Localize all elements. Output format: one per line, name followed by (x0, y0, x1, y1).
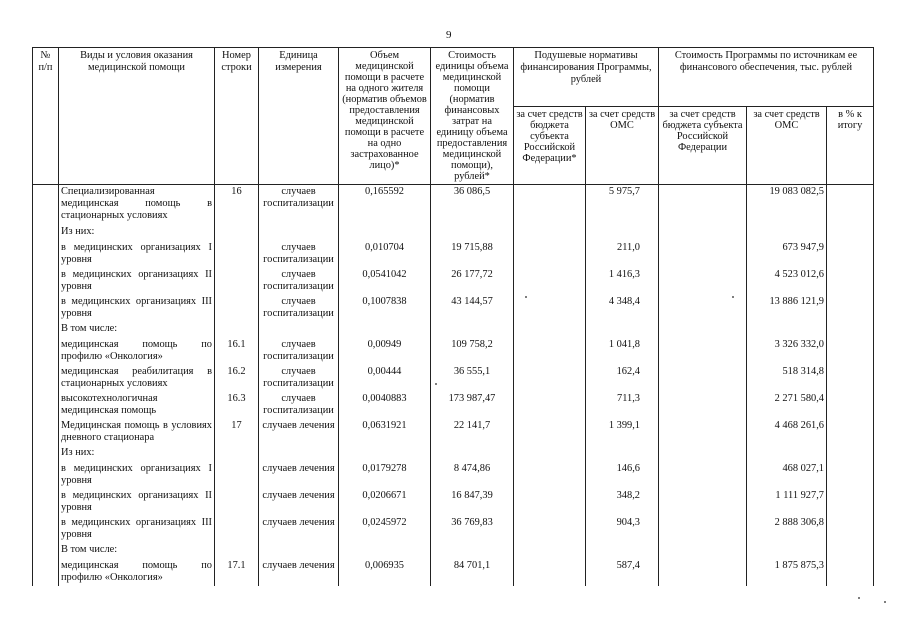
row-prog-pct (827, 365, 874, 392)
row-num (33, 392, 59, 419)
row-volume: 0,0179278 (339, 462, 431, 489)
row-prog-oms (747, 225, 827, 241)
row-prog-pct (827, 392, 874, 419)
row-line (215, 268, 259, 295)
table-row (33, 392, 874, 419)
header-unit: Единица измерения (259, 48, 339, 185)
row-line: 16 (215, 185, 259, 225)
row-pc-oms (586, 322, 659, 338)
header-program-oms: за счет средств ОМС (747, 107, 827, 185)
row-pc-budget (514, 268, 586, 295)
row-prog-budget (659, 446, 747, 462)
row-pc-oms: 1 041,8 (586, 338, 659, 365)
row-volume (339, 225, 431, 241)
row-volume (339, 446, 431, 462)
row-prog-budget (659, 241, 747, 268)
row-line: 17 (215, 419, 259, 446)
table-row (33, 241, 874, 268)
header-per-capita-oms: за счет средств ОМС (586, 107, 659, 185)
row-volume: 0,0245972 (339, 516, 431, 543)
row-cost: 8 474,86 (431, 462, 514, 489)
row-prog-budget (659, 322, 747, 338)
row-name: В том числе: (59, 543, 215, 559)
table-row (33, 225, 874, 241)
row-pc-budget (514, 392, 586, 419)
row-num (33, 185, 59, 225)
row-name: В том числе: (59, 322, 215, 338)
row-prog-budget (659, 559, 747, 586)
row-pc-oms: 146,6 (586, 462, 659, 489)
row-pc-oms: 5 975,7 (586, 185, 659, 225)
header-per-capita: Подушевые нормативы финансирования Программы, рублей (514, 48, 659, 107)
table-row (33, 462, 874, 489)
row-name: в медицинских организациях II уровня (59, 268, 215, 295)
row-pc-oms: 904,3 (586, 516, 659, 543)
row-num (33, 559, 59, 586)
table-row (33, 185, 874, 225)
row-pc-oms: 162,4 (586, 365, 659, 392)
row-line (215, 225, 259, 241)
row-cost: 36 769,83 (431, 516, 514, 543)
row-prog-budget (659, 295, 747, 322)
row-prog-oms: 673 947,9 (747, 241, 827, 268)
row-cost (431, 543, 514, 559)
row-pc-budget (514, 185, 586, 225)
row-unit: случаев госпитализации (259, 268, 339, 295)
row-prog-oms: 13 886 121,9 (747, 295, 827, 322)
row-unit: случаев лечения (259, 559, 339, 586)
row-cost: 36 555,1 (431, 365, 514, 392)
row-line: 17.1 (215, 559, 259, 586)
row-cost: 84 701,1 (431, 559, 514, 586)
row-prog-budget (659, 338, 747, 365)
row-volume: 0,00949 (339, 338, 431, 365)
row-unit (259, 543, 339, 559)
row-unit (259, 225, 339, 241)
row-unit: случаев госпитализации (259, 295, 339, 322)
row-prog-pct (827, 559, 874, 586)
row-line (215, 516, 259, 543)
row-unit: случаев лечения (259, 419, 339, 446)
row-prog-oms: 4 523 012,6 (747, 268, 827, 295)
row-num (33, 543, 59, 559)
row-prog-oms: 1 875 875,3 (747, 559, 827, 586)
row-num (33, 419, 59, 446)
row-name: в медицинских организациях III уровня (59, 516, 215, 543)
row-cost (431, 225, 514, 241)
row-pc-budget (514, 489, 586, 516)
row-prog-budget (659, 365, 747, 392)
row-cost: 22 141,7 (431, 419, 514, 446)
row-line: 16.2 (215, 365, 259, 392)
row-pc-oms (586, 543, 659, 559)
row-pc-oms: 348,2 (586, 489, 659, 516)
row-name: в медицинских организациях I уровня (59, 241, 215, 268)
row-unit: случаев госпитализации (259, 338, 339, 365)
table-row (33, 489, 874, 516)
table-row (33, 322, 874, 338)
row-prog-pct (827, 338, 874, 365)
row-cost (431, 322, 514, 338)
row-prog-pct (827, 489, 874, 516)
row-prog-oms: 468 027,1 (747, 462, 827, 489)
row-prog-pct (827, 185, 874, 225)
row-pc-budget (514, 365, 586, 392)
scan-speck (525, 296, 527, 298)
row-name: Из них: (59, 225, 215, 241)
row-num (33, 365, 59, 392)
row-prog-oms: 3 326 332,0 (747, 338, 827, 365)
row-prog-oms: 19 083 082,5 (747, 185, 827, 225)
row-name: в медицинских организациях I уровня (59, 462, 215, 489)
row-pc-budget (514, 543, 586, 559)
table-row (33, 543, 874, 559)
table-row (33, 559, 874, 586)
row-prog-pct (827, 268, 874, 295)
row-prog-oms: 1 111 927,7 (747, 489, 827, 516)
row-num (33, 462, 59, 489)
header-line: Номер строки (215, 48, 259, 185)
row-prog-oms: 2 271 580,4 (747, 392, 827, 419)
row-line (215, 241, 259, 268)
row-prog-budget (659, 419, 747, 446)
row-line (215, 462, 259, 489)
row-line (215, 543, 259, 559)
row-line (215, 295, 259, 322)
header-kind: Виды и условия оказания медицинской помощи (59, 48, 215, 185)
table-row (33, 446, 874, 462)
row-prog-budget (659, 462, 747, 489)
scan-speck (435, 383, 437, 385)
row-line (215, 446, 259, 462)
row-pc-budget (514, 322, 586, 338)
row-prog-pct (827, 225, 874, 241)
row-prog-budget (659, 225, 747, 241)
header-program-cost: Стоимость Программы по источникам ее финансового обеспечения, тыс. рублей (659, 48, 874, 107)
row-pc-budget (514, 462, 586, 489)
header-volume: Объем медицинской помощи в расчете на одного жителя (норматив объемов предоставления медицинской помощи в расчете на одно застрахованное лицо)* (339, 48, 431, 185)
row-pc-oms: 587,4 (586, 559, 659, 586)
row-unit (259, 322, 339, 338)
row-pc-budget (514, 295, 586, 322)
table-row (33, 516, 874, 543)
row-prog-oms (747, 446, 827, 462)
row-pc-budget (514, 338, 586, 365)
row-line: 16.1 (215, 338, 259, 365)
row-pc-oms: 1 416,3 (586, 268, 659, 295)
row-prog-oms: 518 314,8 (747, 365, 827, 392)
row-volume: 0,00444 (339, 365, 431, 392)
row-pc-oms (586, 225, 659, 241)
row-cost: 19 715,88 (431, 241, 514, 268)
row-cost (431, 446, 514, 462)
row-num (33, 268, 59, 295)
row-prog-budget (659, 185, 747, 225)
row-prog-pct (827, 322, 874, 338)
row-pc-oms: 1 399,1 (586, 419, 659, 446)
row-num (33, 322, 59, 338)
scan-speck (884, 601, 886, 603)
row-num (33, 446, 59, 462)
row-volume (339, 322, 431, 338)
row-pc-budget (514, 419, 586, 446)
row-pc-budget (514, 225, 586, 241)
row-prog-budget (659, 543, 747, 559)
row-name: в медицинских организациях II уровня (59, 489, 215, 516)
header-cost: Стоимость единицы объема медицинской помощи (норматив финансовых затрат на единицу объема предоставления медицинской помощи), рублей* (431, 48, 514, 185)
table-row (33, 365, 874, 392)
row-volume: 0,1007838 (339, 295, 431, 322)
row-pc-budget (514, 559, 586, 586)
row-cost: 109 758,2 (431, 338, 514, 365)
scan-speck (732, 296, 734, 298)
row-line (215, 489, 259, 516)
row-volume: 0,006935 (339, 559, 431, 586)
row-line (215, 322, 259, 338)
table-row (33, 338, 874, 365)
scan-speck (858, 597, 860, 599)
row-prog-pct (827, 516, 874, 543)
row-num (33, 516, 59, 543)
row-unit: случаев лечения (259, 489, 339, 516)
header-program-budget: за счет средств бюджета субъекта Российской Федерации (659, 107, 747, 185)
row-prog-budget (659, 392, 747, 419)
row-prog-oms: 2 888 306,8 (747, 516, 827, 543)
row-pc-oms: 711,3 (586, 392, 659, 419)
row-volume: 0,0206671 (339, 489, 431, 516)
row-num (33, 225, 59, 241)
header-per-capita-budget: за счет средств бюджета субъекта Российской Федерации* (514, 107, 586, 185)
row-volume: 0,0631921 (339, 419, 431, 446)
row-pc-budget (514, 241, 586, 268)
row-num (33, 241, 59, 268)
table-row (33, 295, 874, 322)
row-cost: 16 847,39 (431, 489, 514, 516)
row-name: высокотехнологичная медицинская помощь (59, 392, 215, 419)
program-cost-table (32, 47, 874, 586)
row-cost: 26 177,72 (431, 268, 514, 295)
table-row (33, 268, 874, 295)
row-volume: 0,165592 (339, 185, 431, 225)
table-row (33, 419, 874, 446)
row-unit (259, 446, 339, 462)
row-prog-oms (747, 543, 827, 559)
row-line: 16.3 (215, 392, 259, 419)
row-cost: 43 144,57 (431, 295, 514, 322)
row-unit: случаев госпитализации (259, 241, 339, 268)
row-unit: случаев госпитализации (259, 185, 339, 225)
row-pc-oms (586, 446, 659, 462)
row-prog-pct (827, 295, 874, 322)
row-prog-budget (659, 268, 747, 295)
row-prog-pct (827, 419, 874, 446)
row-prog-oms: 4 468 261,6 (747, 419, 827, 446)
row-pc-budget (514, 446, 586, 462)
row-unit: случаев госпитализации (259, 392, 339, 419)
row-unit: случаев лечения (259, 462, 339, 489)
row-volume (339, 543, 431, 559)
row-name: в медицинских организациях III уровня (59, 295, 215, 322)
row-unit: случаев лечения (259, 516, 339, 543)
row-volume: 0,0040883 (339, 392, 431, 419)
row-volume: 0,0541042 (339, 268, 431, 295)
page-number: 9 (446, 29, 452, 41)
row-num (33, 295, 59, 322)
row-prog-budget (659, 489, 747, 516)
row-prog-pct (827, 543, 874, 559)
header-num: № п/п (33, 48, 59, 185)
row-name: Медицинская помощь в условиях дневного стационара (59, 419, 215, 446)
row-cost: 173 987,47 (431, 392, 514, 419)
row-prog-pct (827, 462, 874, 489)
row-num (33, 338, 59, 365)
row-name: медицинская помощь по профилю «Онкология» (59, 559, 215, 586)
row-pc-budget (514, 516, 586, 543)
row-unit: случаев госпитализации (259, 365, 339, 392)
row-prog-pct (827, 241, 874, 268)
row-name: медицинская помощь по профилю «Онкология» (59, 338, 215, 365)
row-num (33, 489, 59, 516)
row-volume: 0,010704 (339, 241, 431, 268)
row-pc-oms: 4 348,4 (586, 295, 659, 322)
row-prog-budget (659, 516, 747, 543)
row-prog-oms (747, 322, 827, 338)
row-name: Из них: (59, 446, 215, 462)
row-name: Специализированная медицинская помощь в стационарных условиях (59, 185, 215, 225)
row-name: медицинская реабилитация в стационарных условиях (59, 365, 215, 392)
row-pc-oms: 211,0 (586, 241, 659, 268)
row-prog-pct (827, 446, 874, 462)
header-program-pct: в % к итогу (827, 107, 874, 185)
row-cost: 36 086,5 (431, 185, 514, 225)
